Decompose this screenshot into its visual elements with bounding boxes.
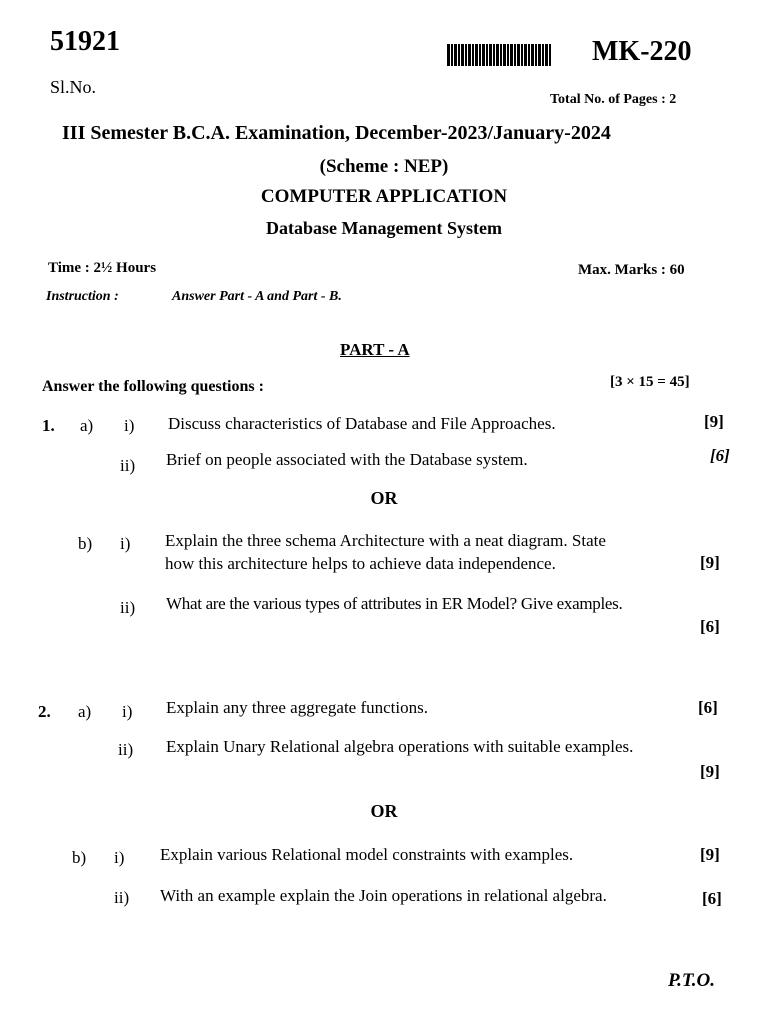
pto-label: P.T.O. (668, 970, 715, 991)
q1-b-ii-text: What are the various types of attributes in ER Model? Give examples. (166, 594, 623, 613)
directive: Answer the following questions : (42, 378, 264, 395)
q2-b-i-text: Explain various Relational model constraints with examples. (160, 845, 574, 864)
total-pages: Total No. of Pages : 2 (550, 92, 677, 107)
q1-b-i-label: i) (120, 534, 131, 553)
paper-code: 51921 (50, 26, 120, 57)
q2-b-i-label: i) (114, 848, 125, 867)
q1-a-i-label: i) (124, 416, 135, 435)
q1-b-i-marks: [9] (700, 553, 720, 572)
or-divider-1: OR (370, 488, 398, 508)
barcode (447, 44, 551, 66)
q2-b-ii-text: With an example explain the Join operations in relational algebra. (160, 886, 607, 905)
scheme: (Scheme : NEP) (319, 156, 449, 177)
q2-a-ii-text: Explain Unary Relational algebra operations with suitable examples. (166, 737, 634, 756)
q2-b-ii-label: ii) (114, 888, 130, 907)
q1-b-ii-label: ii) (120, 598, 136, 617)
q1-a-ii-text: Brief on people associated with the Database system. (166, 450, 528, 469)
q2-a-i-text: Explain any three aggregate functions. (166, 698, 428, 717)
instruction-text: Answer Part - A and Part - B. (172, 289, 342, 304)
subject: COMPUTER APPLICATION (260, 186, 508, 207)
q1-b-i-text-line1: Explain the three schema Architecture with a neat diagram. State (165, 531, 606, 550)
q1-a-label: a) (80, 416, 94, 435)
q1-b-ii-marks: [6] (700, 617, 720, 636)
q2-a-i-marks: [6] (698, 698, 718, 717)
q1-a-ii-label: ii) (120, 456, 136, 475)
marks-scheme: [3 × 15 = 45] (610, 374, 690, 390)
max-marks: Max. Marks : 60 (578, 262, 685, 278)
q2-a-label: a) (78, 702, 92, 721)
sl-no-label: Sl.No. (50, 77, 97, 97)
q1-a-i-marks: [9] (704, 412, 724, 431)
q1-a-i-text: Discuss characteristics of Database and File Approaches. (168, 414, 556, 433)
part-a-title: PART - A (340, 340, 410, 359)
q2-number: 2. (38, 702, 51, 721)
q1-b-i-text-line2: how this architecture helps to achieve data independence. (165, 554, 556, 573)
q2-b-label: b) (72, 848, 87, 867)
q2-a-i-label: i) (122, 702, 133, 721)
q2-a-ii-marks: [9] (700, 762, 720, 781)
paper-title: Database Management System (266, 218, 502, 238)
q1-a-ii-marks: [6] (710, 446, 730, 465)
time-allowed: Time : 2½ Hours (48, 260, 157, 276)
q2-a-ii-label: ii) (118, 740, 134, 759)
or-divider-2: OR (370, 801, 398, 821)
q1-number: 1. (42, 416, 55, 435)
exam-title: III Semester B.C.A. Examination, December-2023/January-2024 (62, 122, 611, 144)
q2-b-i-marks: [9] (700, 845, 720, 864)
q2-b-ii-marks: [6] (702, 889, 722, 908)
course-code: MK-220 (592, 36, 692, 67)
q1-b-label: b) (78, 534, 93, 553)
instruction-label: Instruction : (46, 289, 119, 304)
